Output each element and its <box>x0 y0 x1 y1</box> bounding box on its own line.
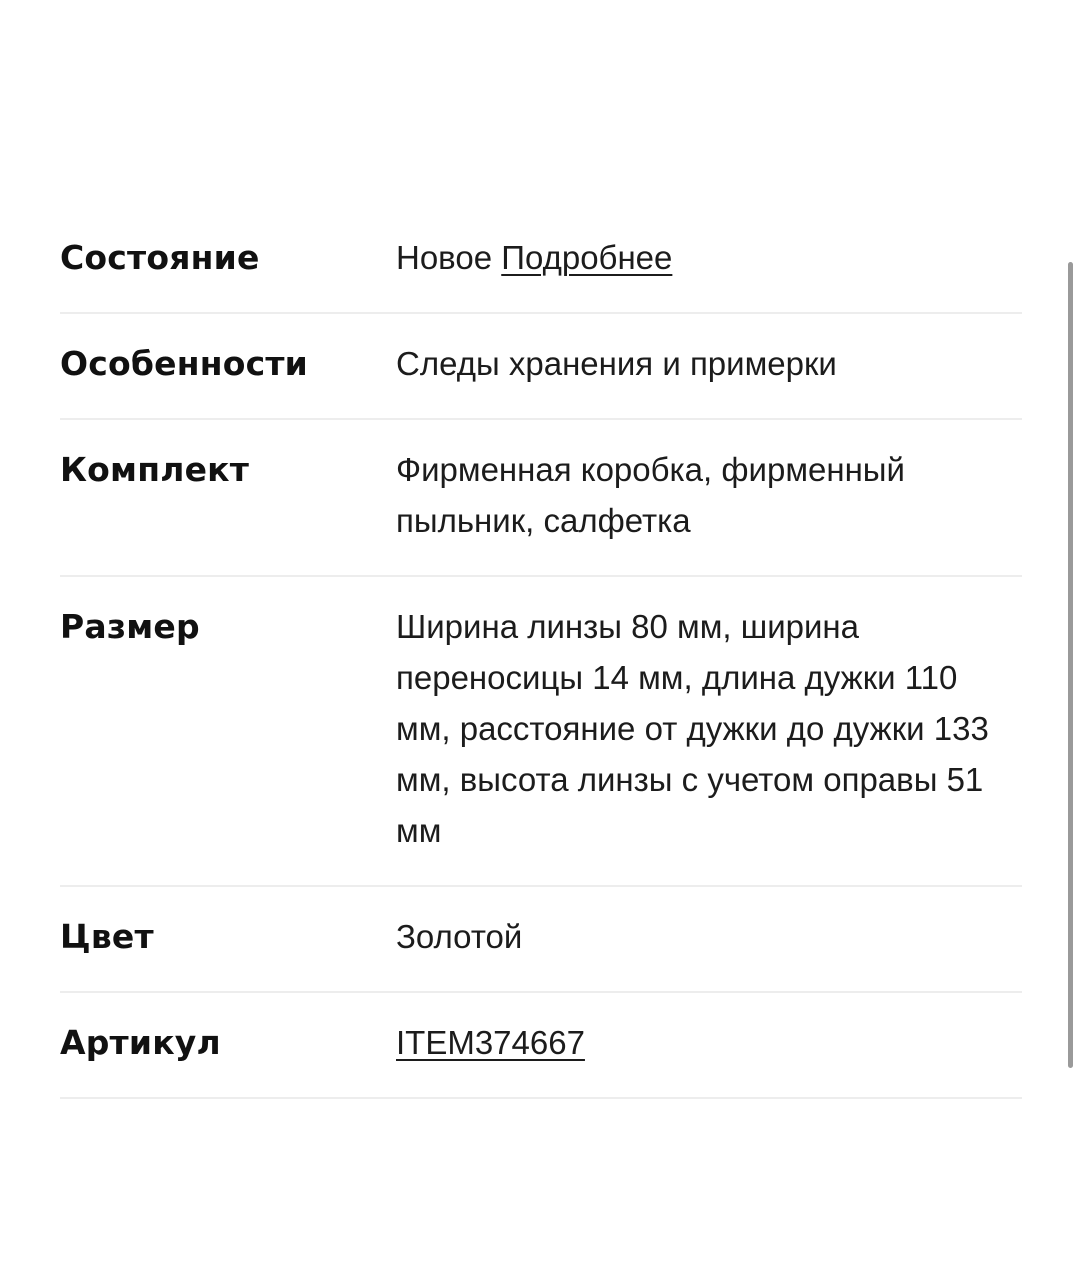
spec-value: Ширина линзы 80 мм, ширина переносицы 14 мм, длина дужки 110 мм, расстояние от дужки до дужки 133 мм, высота линзы с учетом оправы 51 мм <box>396 608 989 849</box>
spec-row-size <box>60 577 1022 887</box>
vertical-scrollbar[interactable] <box>1068 262 1073 1068</box>
spec-label: Особенности <box>60 344 308 383</box>
spec-value: Следы хранения и примерки <box>396 345 837 382</box>
article-number-link[interactable]: ITEM374667 <box>396 1024 585 1061</box>
product-specs-list <box>60 208 1022 1099</box>
spec-label: Комплект <box>60 450 250 489</box>
spec-row-article <box>60 993 1022 1099</box>
spec-value: Золотой <box>396 918 523 955</box>
spec-row-condition <box>60 208 1022 314</box>
spec-value <box>396 1017 1022 1068</box>
spec-value: Фирменная коробка, фирменный пыльник, салфетка <box>396 451 905 539</box>
condition-details-link[interactable]: Подробнее <box>501 239 673 276</box>
spec-row-color <box>60 887 1022 993</box>
spec-label: Состояние <box>60 238 260 277</box>
spec-label: Размер <box>60 607 200 646</box>
spec-label: Цвет <box>60 917 154 956</box>
spec-row-set <box>60 420 1022 577</box>
spec-row-features <box>60 314 1022 420</box>
spec-value <box>396 232 1022 283</box>
condition-value: Новое <box>396 239 493 276</box>
spec-label: Артикул <box>60 1023 221 1062</box>
